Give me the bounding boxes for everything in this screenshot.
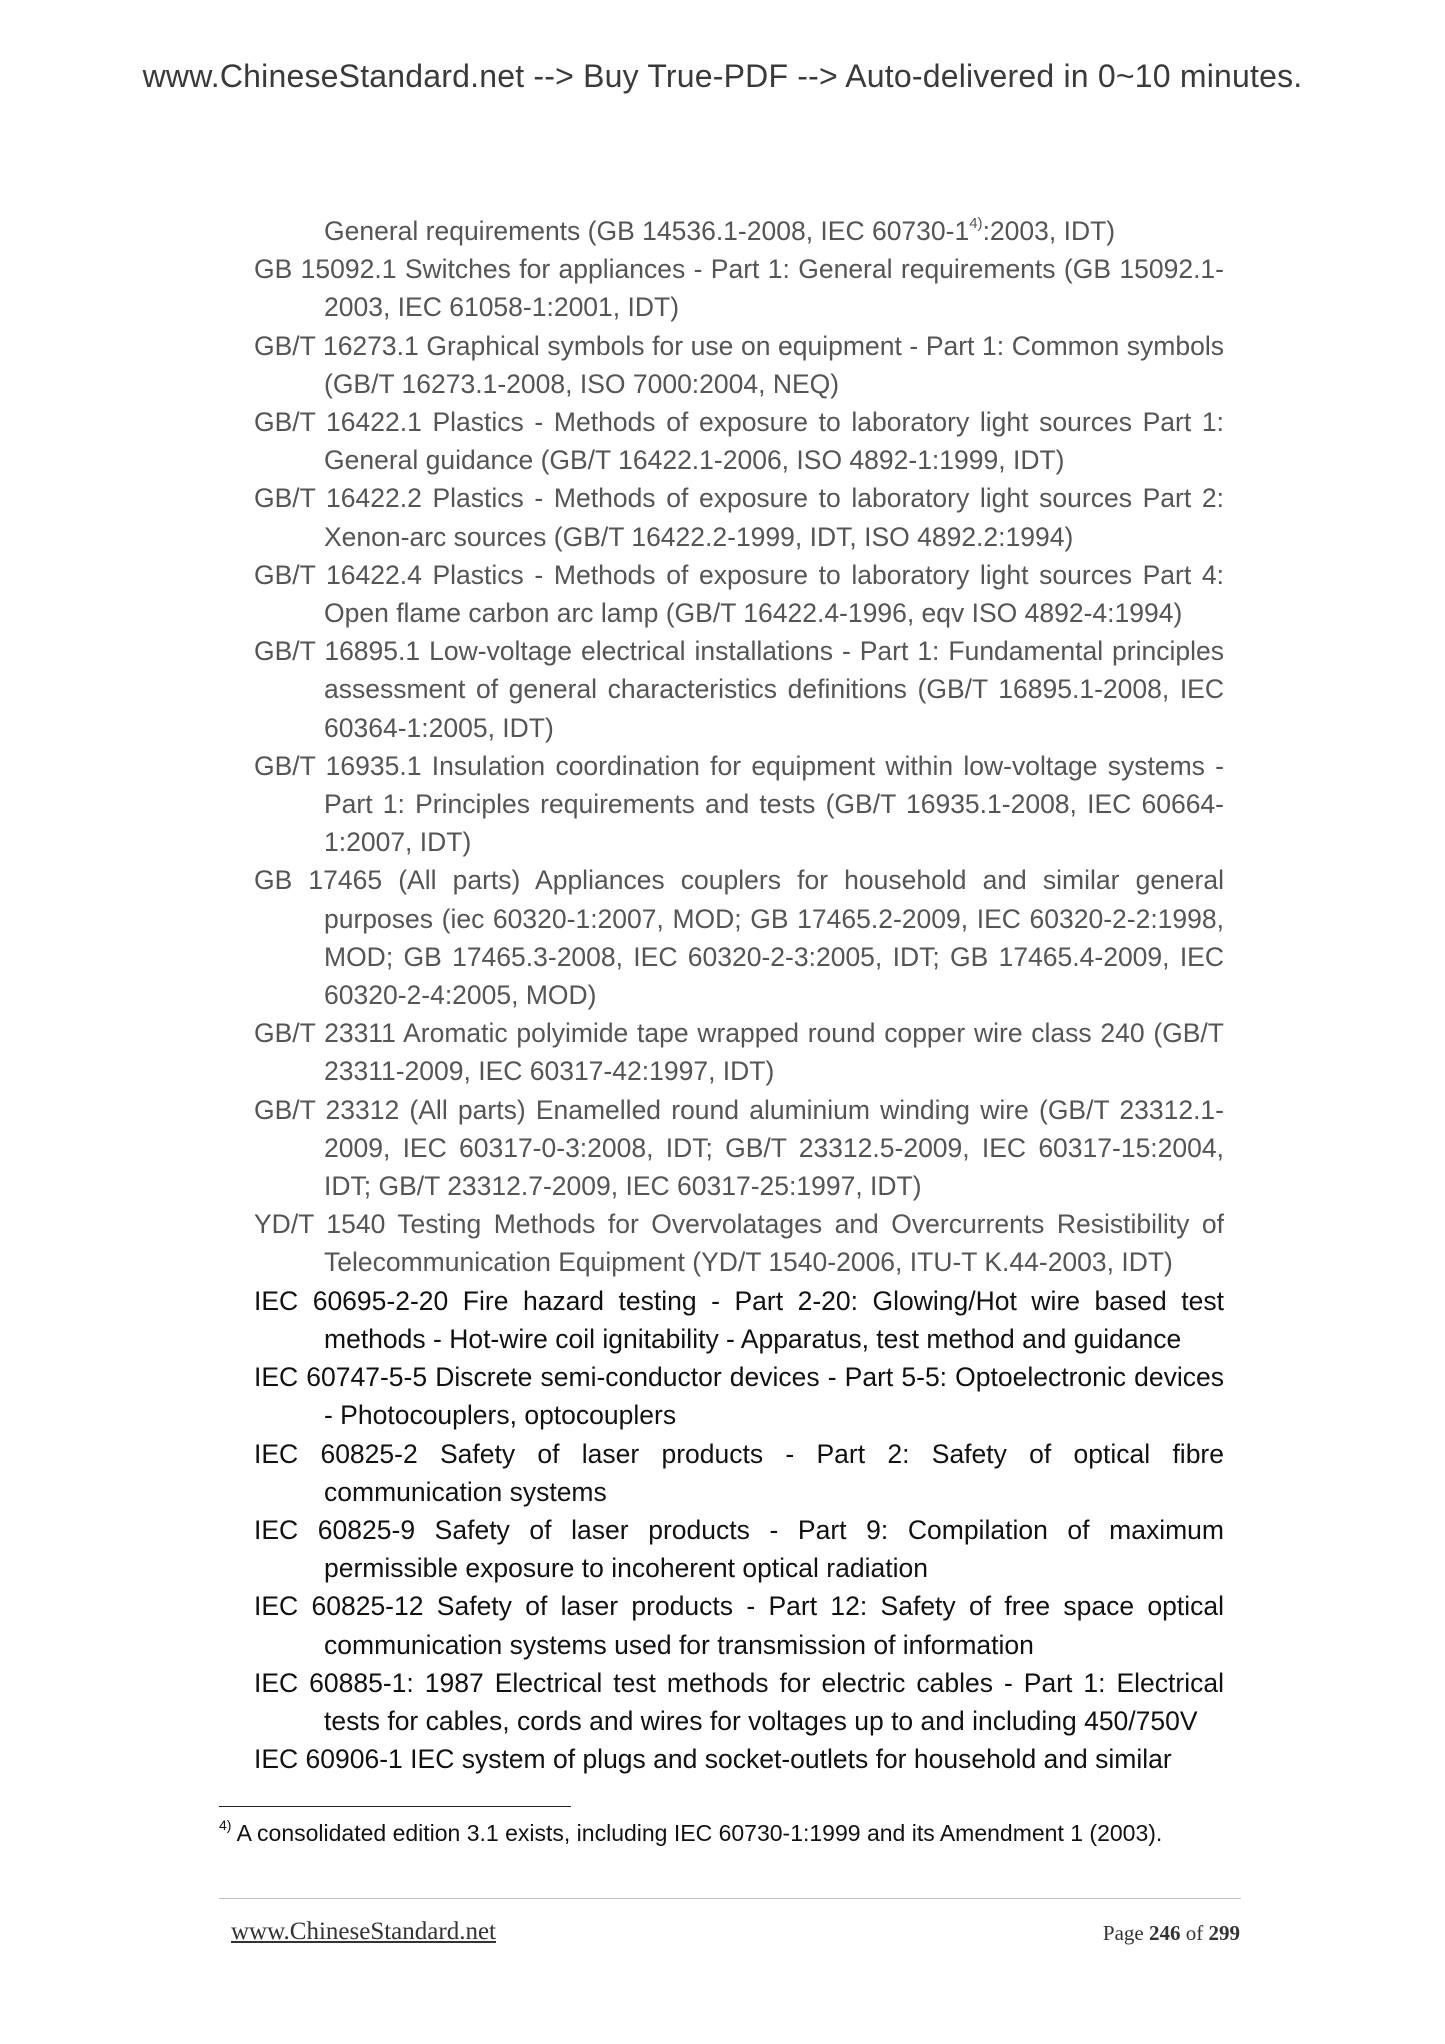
reference-entry: YD/T 1540 Testing Methods for Overvolatages and Overcurrents Resistibility of Telecommunication Equipment (YD/T 1540-2006, ITU-T K.44-2003, IDT)	[254, 1209, 1224, 1278]
reference-entry: GB/T 16422.4 Plastics - Methods of exposure to laboratory light sources Part 4: Open flame carbon arc lamp (GB/T 16422.4-1996, eqv ISO 4892-4:1994)	[254, 559, 1224, 629]
page-number	[1103, 1921, 1240, 1946]
reference-entry: GB/T 16422.1 Plastics - Methods of exposure to laboratory light sources Part 1: General guidance (GB/T 16422.1-2006, ISO 4892-1:1999, IDT)	[254, 407, 1224, 476]
reference-entry: GB/T 16273.1 Graphical symbols for use on equipment - Part 1: Common symbols (GB/T 16273.1-2008, ISO 7000:2004, NEQ)	[254, 330, 1224, 399]
reference-continuation	[254, 212, 1224, 250]
page-label: Page	[1102, 1921, 1144, 1945]
page-total: 299	[1208, 1921, 1240, 1945]
reference-entry: GB/T 16422.2 Plastics - Methods of exposure to laboratory light sources Part 2: Xenon-arc sources (GB/T 16422.2-1999, IDT, ISO 4892.2:1994)	[254, 483, 1224, 552]
reference-entry: IEC 60695-2-20 Fire hazard testing - Part 2-20: Glowing/Hot wire based test methods - Hot-wire coil ignitability - Apparatus, test method and guidance	[254, 1285, 1224, 1354]
reference-entry: GB/T 23311 Aromatic polyimide tape wrapped round copper wire class 240 (GB/T 23311-2009, IEC 60317-42:1997, IDT)	[254, 1018, 1224, 1087]
reference-entry: IEC 60825-9 Safety of laser products - Part 9: Compilation of maximum permissible exposure to incoherent optical radiation	[254, 1514, 1224, 1584]
reference-entry: IEC 60825-12 Safety of laser products - Part 12: Safety of free space optical communication systems used for transmission of information	[254, 1591, 1224, 1660]
reference-entry: IEC 60885-1: 1987 Electrical test methods for electric cables - Part 1: Electrical tests for cables, cords and wires for voltages up to and including 450/750V	[254, 1667, 1224, 1736]
reference-entry: GB 15092.1 Switches for appliances - Part 1: General requirements (GB 15092.1-2003, IEC 61058-1:2001, IDT)	[254, 254, 1224, 323]
reference-entry: IEC 60747-5-5 Discrete semi-conductor devices - Part 5-5: Optoelectronic devices - Photocouplers, optocouplers	[254, 1362, 1224, 1431]
reference-entry: IEC 60825-2 Safety of laser products - Part 2: Safety of optical fibre communication systems	[254, 1438, 1224, 1507]
normative-references	[254, 212, 1224, 1778]
footer-site-link[interactable]: www.ChineseStandard.net	[231, 1918, 496, 1945]
reference-entry: GB/T 16935.1 Insulation coordination for equipment within low-voltage systems - Part 1: Principles requirements and tests (GB/T 16935.1-2008, IEC 60664-1:2007, IDT)	[254, 750, 1224, 858]
footnote-divider	[219, 1806, 571, 1807]
reference-entry: IEC 60906-1 IEC system of plugs and socket-outlets for household and similar	[254, 1744, 1172, 1775]
continuation-tail: :2003, IDT)	[982, 216, 1116, 246]
site-banner[interactable]: www.ChineseStandard.net --> Buy True-PDF --> Auto-delivered in 0~10 minutes.	[142, 58, 1303, 94]
page-of: of	[1185, 1921, 1204, 1945]
footnote-number: 4)	[219, 1817, 232, 1834]
footnote	[219, 1817, 1239, 1847]
reference-entry: GB 17465 (All parts) Appliances couplers for household and similar general purposes (iec 60320-1:2007, MOD; GB 17465.2-2009, IEC 60320-2-2:1998, MOD; GB 17465.3-2008, IEC 60320-2-3:2005, IDT; GB 17465.4-2009, IEC 60320-2-4:2005, MOD)	[254, 865, 1224, 1011]
footer-divider	[219, 1898, 1241, 1899]
page-current: 246	[1149, 1921, 1181, 1945]
reference-list	[254, 250, 1224, 1778]
footnote-marker[interactable]: 4)	[969, 215, 983, 233]
continuation-text: General requirements (GB 14536.1-2008, IEC 60730-1	[324, 216, 970, 246]
reference-entry: GB/T 23312 (All parts) Enamelled round aluminium winding wire (GB/T 23312.1-2009, IEC 60317-0-3:2008, IDT; GB/T 23312.5-2009, IEC 60317-15:2004, IDT; GB/T 23312.7-2009, IEC 60317-25:1997, IDT)	[254, 1094, 1224, 1202]
footnote-text: A consolidated edition 3.1 exists, including IEC 60730-1:1999 and its Amendment 1 (2003).	[231, 1820, 1163, 1846]
reference-entry: GB/T 16895.1 Low-voltage electrical installations - Part 1: Fundamental principles assessment of general characteristics definitions (GB/T 16895.1-2008, IEC 60364-1:2005, IDT)	[254, 636, 1224, 743]
